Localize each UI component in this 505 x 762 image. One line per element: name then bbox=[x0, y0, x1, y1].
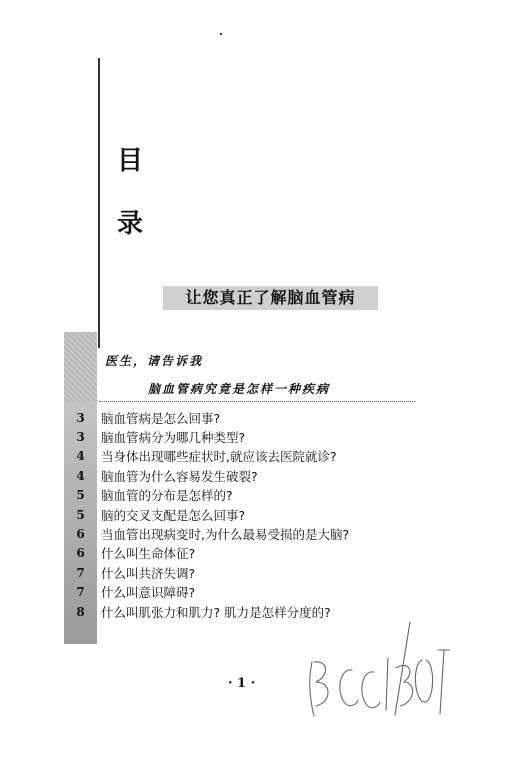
toc-page-number: 5 bbox=[76, 488, 85, 503]
section-title: 让您真正了解脑血管病 bbox=[163, 286, 378, 310]
heading-char-2: 录 bbox=[117, 209, 144, 239]
toc-title: 什么叫肌张力和肌力? 肌力是怎样分度的? bbox=[101, 604, 331, 620]
toc-title: 脑的交叉支配是怎么回事? bbox=[101, 507, 246, 523]
toc-item[interactable] bbox=[64, 583, 424, 602]
toc-item[interactable] bbox=[64, 563, 424, 582]
toc-title: 脑血管的分布是怎样的? bbox=[101, 488, 233, 504]
toc-item[interactable] bbox=[64, 524, 424, 543]
toc-page-number: 7 bbox=[76, 585, 85, 600]
toc-title: 脑血管为什么容易发生破裂? bbox=[101, 468, 258, 484]
toc-title: 什么叫生命体征? bbox=[101, 546, 196, 562]
toc-page-number: 6 bbox=[76, 546, 85, 561]
handwritten-note bbox=[300, 620, 450, 720]
toc-title: 当血管出现病变时,为什么最易受损的是大脑? bbox=[101, 527, 350, 543]
toc-page-number: 4 bbox=[76, 468, 85, 483]
heading-char-1: 目 bbox=[117, 146, 144, 176]
toc-item[interactable] bbox=[64, 408, 424, 427]
toc-item[interactable] bbox=[64, 505, 424, 524]
speck bbox=[220, 33, 222, 35]
toc-page-number: 3 bbox=[76, 410, 85, 425]
toc-page-number: 8 bbox=[76, 604, 85, 619]
toc-item[interactable] bbox=[64, 447, 424, 466]
toc-item[interactable] bbox=[64, 602, 424, 621]
toc-title: 什么叫意识障碍? bbox=[101, 585, 196, 601]
toc-title: 脑血管病分为哪几种类型? bbox=[101, 430, 246, 446]
toc-item[interactable] bbox=[64, 427, 424, 446]
dotted-divider bbox=[99, 401, 415, 402]
toc-item[interactable] bbox=[64, 466, 424, 485]
toc-page-number: 4 bbox=[76, 449, 85, 464]
subheading-2: 脑血管病究竟是怎样一种疾病 bbox=[148, 382, 331, 396]
toc-item[interactable] bbox=[64, 486, 424, 505]
subheading-1: 医生，请告诉我 bbox=[105, 354, 204, 368]
toc-page-number: 6 bbox=[76, 527, 85, 542]
page-number: · 1 · bbox=[228, 676, 256, 691]
toc-item[interactable] bbox=[64, 544, 424, 563]
toc-list bbox=[64, 408, 424, 621]
toc-page-number: 7 bbox=[76, 565, 85, 580]
toc-title: 当身体出现哪些症状时,就应该去医院就诊? bbox=[101, 449, 337, 465]
side-band-texture bbox=[64, 332, 97, 402]
toc-page-number: 5 bbox=[76, 507, 85, 522]
toc-title: 脑血管病是怎么回事? bbox=[101, 410, 221, 426]
vertical-rule bbox=[98, 58, 100, 348]
toc-page-number: 3 bbox=[76, 430, 85, 445]
toc-title: 什么叫共济失调? bbox=[101, 565, 196, 581]
